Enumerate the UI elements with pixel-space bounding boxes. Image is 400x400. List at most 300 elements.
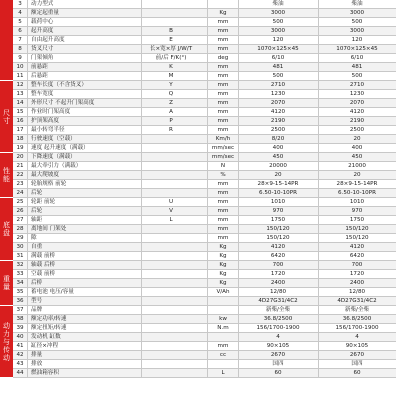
column-divider (207, 45, 208, 53)
column-divider (318, 99, 319, 107)
cell-c3: Kg (219, 280, 227, 286)
cell-c4: 120 (272, 37, 284, 43)
cell-c4: 500 (272, 19, 284, 25)
cell-c5: 20 (353, 172, 361, 178)
column-divider (238, 117, 239, 125)
cell-c4: 6.50-10-10PR (259, 190, 297, 196)
cell-c2: Y (169, 82, 173, 88)
cell-c3: L (221, 370, 225, 376)
cell-c5: 700 (351, 262, 363, 268)
table-row (13, 288, 396, 297)
column-divider (207, 306, 208, 314)
column-divider (207, 18, 208, 26)
column-divider (141, 99, 142, 107)
cell-c1: 蓄电池 电压/容量 (31, 289, 74, 295)
cell-c2 (141, 369, 201, 377)
column-divider (238, 288, 239, 296)
cell-c1: 载荷中心 (31, 19, 54, 25)
cell-c2: E (169, 37, 173, 43)
column-divider (318, 297, 319, 305)
cell-c2 (141, 144, 201, 152)
column-divider (318, 225, 319, 233)
column-divider (207, 315, 208, 323)
column-divider (141, 279, 142, 287)
column-divider (318, 342, 319, 350)
column-divider (238, 36, 239, 44)
cell-c5: 20 (353, 136, 361, 142)
cell-c5: 3000 (349, 10, 365, 16)
cell-c3: N.m (217, 325, 229, 331)
column-divider (141, 117, 142, 125)
column-divider (141, 243, 142, 251)
column-divider (141, 198, 142, 206)
column-divider (207, 207, 208, 215)
cell-c4: 4120 (270, 244, 286, 250)
column-divider (207, 99, 208, 107)
cell-c3: Kg (219, 262, 227, 268)
cell-c3: Kg (219, 10, 227, 16)
column-divider (207, 369, 208, 377)
cell-no: 30 (16, 244, 24, 250)
cell-c5: 1720 (349, 271, 365, 277)
cell-c4: 481 (272, 64, 284, 70)
column-divider (238, 0, 239, 8)
cell-no: 40 (16, 334, 24, 340)
cell-c5: 120 (351, 37, 363, 43)
cell-c5: 新柴/全柴 (344, 307, 370, 313)
cell-c4: 6/10 (271, 55, 285, 61)
cell-c2 (141, 0, 201, 8)
cell-c2 (141, 135, 201, 143)
column-divider (238, 180, 239, 188)
column-divider (27, 189, 28, 197)
cell-c2 (141, 252, 201, 260)
cell-c5: 2190 (349, 118, 365, 124)
column-divider (318, 315, 319, 323)
cell-no: 9 (18, 55, 22, 61)
cell-c1: 下降速度（满载） (31, 154, 76, 160)
cell-c2: Z (169, 100, 173, 106)
column-divider (27, 171, 28, 179)
cell-c3: mm (217, 64, 229, 70)
cell-c1: 最大爬坡度 (31, 172, 59, 178)
column-divider (141, 81, 142, 89)
column-divider (207, 9, 208, 17)
cell-c4: 3000 (270, 10, 286, 16)
cell-c4: 400 (272, 145, 284, 151)
cell-c2 (141, 153, 201, 161)
column-divider (318, 144, 319, 152)
cell-c2: M (168, 73, 174, 79)
cell-c5: 156/1700-1900 (335, 325, 379, 331)
column-divider (27, 135, 28, 143)
cell-c1: 最大牵引力（满载） (31, 163, 82, 169)
cell-c2 (141, 315, 201, 323)
table-row (13, 180, 396, 189)
column-divider (238, 9, 239, 17)
cell-c1: 后轮 (31, 190, 43, 196)
cell-c1: 满载 前桥 (31, 253, 56, 259)
cell-c1: 发动机 缸数 (31, 334, 61, 340)
cell-c3: Kg (219, 244, 227, 250)
column-divider (238, 324, 239, 332)
column-divider (141, 45, 142, 53)
column-divider (27, 90, 28, 98)
table-row (13, 306, 396, 315)
cell-no: 10 (16, 64, 24, 70)
column-divider (141, 72, 142, 80)
column-divider (207, 54, 208, 62)
column-divider (238, 234, 239, 242)
cell-no: 16 (16, 118, 24, 124)
column-divider (27, 369, 28, 377)
cell-c3: mm (217, 217, 229, 223)
cell-c3: mm (217, 208, 229, 214)
column-divider (27, 126, 28, 134)
column-divider (141, 207, 142, 215)
cell-c1: 额定起重量 (31, 10, 59, 16)
column-divider (27, 297, 28, 305)
cell-c1: 后桥 (31, 280, 43, 286)
cell-no: 5 (18, 19, 22, 25)
column-divider (27, 63, 28, 71)
column-divider (141, 369, 142, 377)
column-divider (318, 162, 319, 170)
column-divider (238, 342, 239, 350)
column-divider (27, 45, 28, 53)
cell-c5: 12/80 (348, 289, 366, 295)
cell-no: 41 (16, 343, 24, 349)
cell-c1: 自重 (31, 244, 43, 250)
cell-no: 11 (16, 73, 24, 79)
column-divider (238, 360, 239, 368)
table-row (13, 243, 396, 252)
cell-c1: 空载 前桥 (31, 271, 56, 277)
column-divider (141, 90, 142, 98)
column-divider (207, 171, 208, 179)
column-divider (318, 270, 319, 278)
cell-c1: 整车宽度 (31, 91, 54, 97)
cell-c2: B (169, 28, 173, 34)
column-divider (238, 18, 239, 26)
table-row (13, 108, 396, 117)
column-divider (207, 189, 208, 197)
cell-c1: 排量 (31, 352, 43, 358)
column-divider (207, 135, 208, 143)
cell-c3 (209, 360, 237, 368)
column-divider (141, 153, 142, 161)
column-divider (238, 198, 239, 206)
section-band (0, 81, 13, 152)
cell-c5: 4D27G31/4C2 (337, 298, 377, 304)
cell-c2 (141, 297, 201, 305)
column-divider (27, 117, 28, 125)
table-row (13, 135, 396, 144)
column-divider (318, 9, 319, 17)
column-divider (207, 270, 208, 278)
column-divider (27, 324, 28, 332)
cell-c1: 货叉尺寸 (31, 46, 54, 52)
cell-c2 (141, 225, 201, 233)
cell-c1: 前悬距 (31, 64, 48, 70)
column-divider (141, 63, 142, 71)
cell-no: 3 (18, 1, 22, 7)
column-divider (207, 153, 208, 161)
cell-c3: mm (217, 109, 229, 115)
cell-c4: 2500 (270, 127, 286, 133)
table-row (13, 171, 396, 180)
cell-c1: 行驶速度（空载） (31, 136, 76, 142)
section-band (0, 261, 13, 305)
table-row (13, 63, 396, 72)
cell-no: 34 (16, 280, 24, 286)
cell-no: 42 (16, 352, 24, 358)
cell-c2: 前/后 F/K(°) (155, 55, 187, 61)
column-divider (318, 360, 319, 368)
cell-c3 (209, 0, 237, 8)
column-divider (207, 81, 208, 89)
cell-no: 14 (16, 100, 24, 106)
column-divider (27, 162, 28, 170)
cell-c1: 整车长度（不含货叉） (31, 82, 87, 88)
cell-c5: 2710 (349, 82, 365, 88)
cell-c5: 90×105 (345, 343, 369, 349)
column-divider (318, 54, 319, 62)
section-label: 尺寸 (3, 108, 10, 125)
cell-c3: N (220, 163, 226, 169)
column-divider (141, 0, 142, 8)
cell-no: 27 (16, 217, 24, 223)
column-divider (318, 369, 319, 377)
cell-no: 43 (16, 361, 24, 367)
column-divider (141, 9, 142, 17)
column-divider (27, 27, 28, 35)
cell-c5: 60 (353, 370, 361, 376)
column-divider (238, 243, 239, 251)
column-divider (27, 288, 28, 296)
cell-no: 17 (16, 127, 24, 133)
cell-c4: 1230 (270, 91, 286, 97)
cell-no: 38 (16, 316, 24, 322)
column-divider (318, 171, 319, 179)
table-row (13, 315, 396, 324)
cell-c3: mm (217, 226, 229, 232)
table-row (13, 234, 396, 243)
column-divider (318, 126, 319, 134)
column-divider (318, 243, 319, 251)
column-divider (141, 36, 142, 44)
cell-c1: 额定扭矩/转速 (31, 325, 67, 331)
cell-no: 7 (18, 37, 22, 43)
cell-c5: 2500 (349, 127, 365, 133)
cell-c2 (141, 243, 201, 251)
cell-c5: 2070 (349, 100, 365, 106)
column-divider (238, 27, 239, 35)
cell-c3: mm (217, 199, 229, 205)
table-row (13, 72, 396, 81)
column-divider (318, 261, 319, 269)
cell-no: 8 (18, 46, 22, 52)
cell-c5: 2400 (349, 280, 365, 286)
cell-no: 29 (16, 235, 24, 241)
cell-c3: % (220, 172, 226, 178)
cell-c2: A (169, 109, 173, 115)
cell-c4: 新柴/全柴 (265, 307, 291, 313)
table-row (13, 189, 396, 198)
column-divider (141, 54, 142, 62)
column-divider (27, 36, 28, 44)
column-divider (238, 252, 239, 260)
column-divider (318, 180, 319, 188)
cell-c5: 3000 (349, 28, 365, 34)
section-label: 性能 (3, 167, 10, 183)
column-divider (207, 72, 208, 80)
column-divider (238, 369, 239, 377)
cell-c4: 1010 (270, 199, 286, 205)
column-divider (207, 243, 208, 251)
cell-no: 15 (16, 109, 24, 115)
column-divider (238, 189, 239, 197)
cell-c2 (141, 270, 201, 278)
cell-c5: 450 (351, 154, 363, 160)
column-divider (318, 198, 319, 206)
column-divider (207, 261, 208, 269)
column-divider (141, 216, 142, 224)
cell-c3 (209, 333, 237, 341)
column-divider (27, 144, 28, 152)
cell-c5: 4120 (349, 109, 365, 115)
column-divider (27, 99, 28, 107)
cell-c5: 21000 (348, 163, 366, 169)
column-divider (141, 126, 142, 134)
column-divider (238, 153, 239, 161)
column-divider (207, 297, 208, 305)
column-divider (238, 207, 239, 215)
cell-c4: 28×9-15-14PR (257, 181, 299, 187)
column-divider (27, 18, 28, 26)
cell-c1: 起升高度 (31, 28, 54, 34)
cell-no: 24 (16, 190, 24, 196)
section-band (0, 153, 13, 197)
cell-c3: mm (217, 19, 229, 25)
cell-c5: 400 (351, 145, 363, 151)
cell-c3: mm (217, 82, 229, 88)
section-band (0, 198, 13, 260)
cell-c5: 6420 (349, 253, 365, 259)
column-divider (318, 63, 319, 71)
cell-c4: 1070×125×45 (257, 46, 299, 52)
cell-c5: 150/120 (345, 226, 369, 232)
column-divider (238, 261, 239, 269)
cell-c4: 20 (274, 172, 282, 178)
table-row (13, 126, 396, 135)
cell-no: 19 (16, 145, 24, 151)
column-divider (141, 270, 142, 278)
column-divider (318, 108, 319, 116)
cell-c4: 4D27G31/4C2 (258, 298, 298, 304)
column-divider (27, 306, 28, 314)
cell-c2: 长×宽×厚 J/W/T (149, 46, 193, 52)
column-divider (318, 234, 319, 242)
table-row (13, 9, 396, 18)
column-divider (27, 342, 28, 350)
section-band (0, 0, 13, 80)
column-divider (318, 333, 319, 341)
column-divider (238, 333, 239, 341)
cell-c1: 轴载 后桥 (31, 262, 56, 268)
table-row (13, 216, 396, 225)
column-divider (207, 288, 208, 296)
table-row (13, 261, 396, 270)
cell-c4: 2400 (270, 280, 286, 286)
column-divider (207, 279, 208, 287)
column-divider (238, 279, 239, 287)
column-divider (238, 90, 239, 98)
cell-no: 20 (16, 154, 24, 160)
column-divider (207, 162, 208, 170)
column-divider (238, 306, 239, 314)
cell-no: 12 (16, 82, 24, 88)
column-divider (207, 108, 208, 116)
column-divider (207, 342, 208, 350)
column-divider (318, 90, 319, 98)
cell-c5: 150/120 (345, 235, 369, 241)
column-divider (27, 315, 28, 323)
cell-no: 23 (16, 181, 24, 187)
cell-c4: 6420 (270, 253, 286, 259)
cell-c3: Kg (219, 253, 227, 259)
cell-c4: 450 (272, 154, 284, 160)
cell-no: 25 (16, 199, 24, 205)
column-divider (27, 153, 28, 161)
cell-c2 (141, 189, 201, 197)
cell-c3: mm (217, 37, 229, 43)
column-divider (318, 189, 319, 197)
cell-c2 (141, 279, 201, 287)
column-divider (207, 0, 208, 8)
table-row (13, 279, 396, 288)
table-row (13, 90, 396, 99)
column-divider (141, 189, 142, 197)
section-band (0, 306, 13, 377)
cell-c3: deg (217, 55, 229, 61)
column-divider (318, 153, 319, 161)
cell-c2 (141, 261, 201, 269)
table-row (13, 351, 396, 360)
column-divider (318, 135, 319, 143)
column-divider (238, 351, 239, 359)
column-divider (318, 36, 319, 44)
cell-c1: 后悬距 (31, 73, 48, 79)
cell-c4: 4 (276, 334, 280, 340)
column-divider (27, 72, 28, 80)
column-divider (27, 234, 28, 242)
cell-c4: 970 (272, 208, 284, 214)
column-divider (207, 360, 208, 368)
table-row (13, 0, 396, 9)
section-label: 底盘 (3, 221, 10, 237)
cell-c2 (141, 180, 201, 188)
cell-c5: 500 (351, 19, 363, 25)
column-divider (318, 279, 319, 287)
cell-c4: 500 (272, 73, 284, 79)
cell-c2 (141, 9, 201, 17)
cell-c3: mm (217, 91, 229, 97)
column-divider (141, 27, 142, 35)
cell-no: 18 (16, 136, 24, 142)
cell-c5: 6/10 (350, 55, 364, 61)
column-divider (27, 0, 28, 8)
